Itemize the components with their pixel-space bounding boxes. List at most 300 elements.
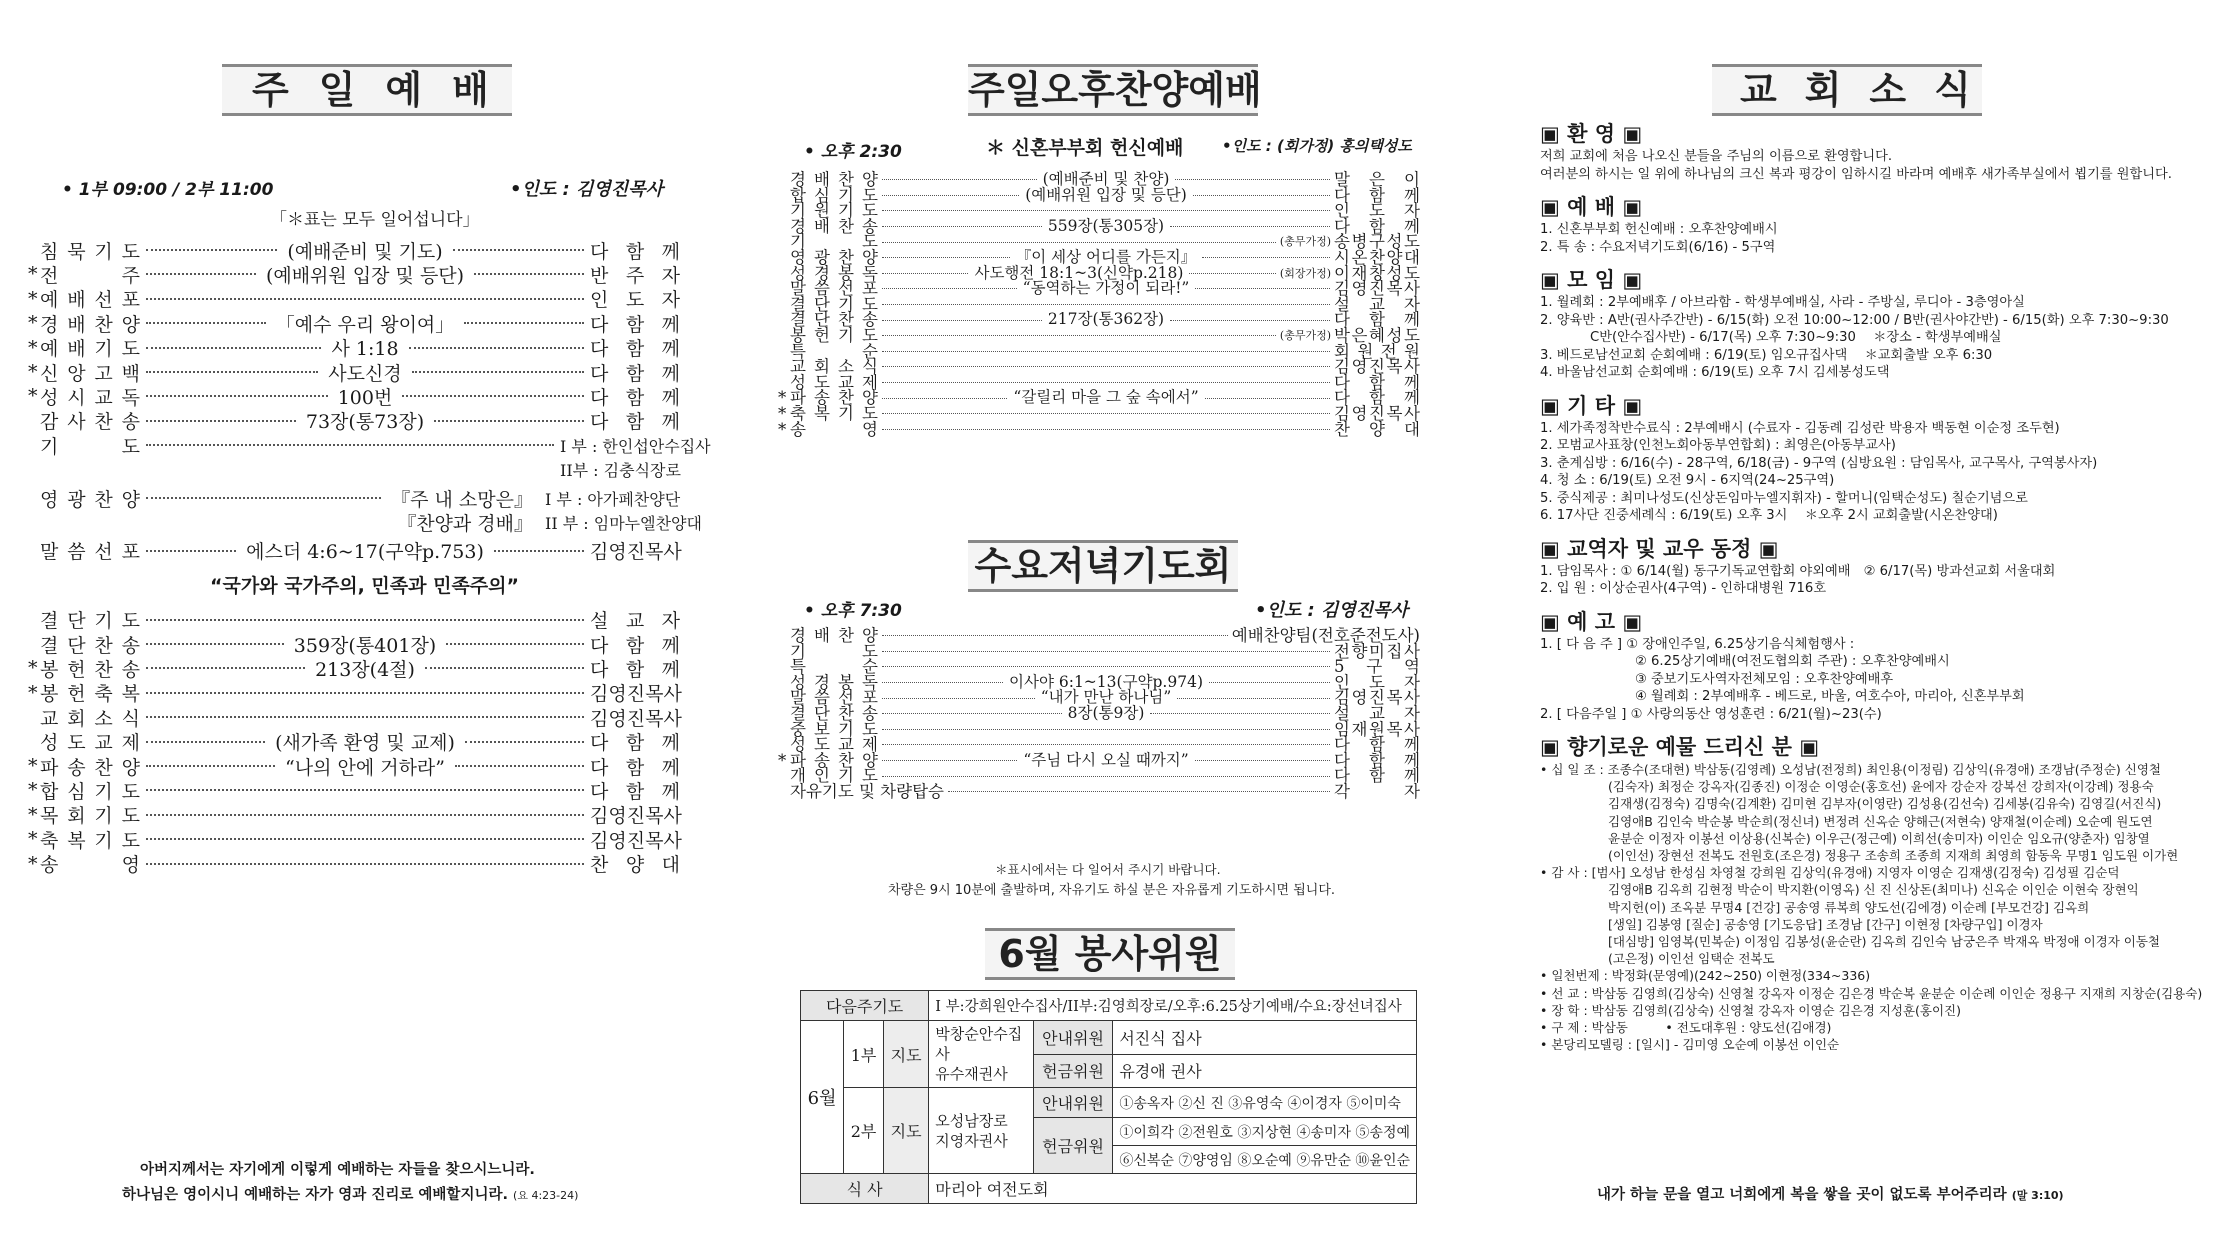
standing-mark: * xyxy=(778,750,787,770)
leader-dots xyxy=(425,667,584,669)
volunteers-table xyxy=(800,990,1417,1204)
order-person: 설 교 자 xyxy=(1334,294,1420,314)
order-content: 이사야 6:1~13(구약p.974) xyxy=(1009,672,1203,691)
leader-dots xyxy=(146,497,381,499)
order-person: 인 도 자 xyxy=(1334,201,1420,221)
order-label: 성 시 교 독 xyxy=(40,386,140,409)
part2-cell: 2부 xyxy=(844,1088,884,1174)
leader-dots xyxy=(146,347,321,349)
etc-line: 2. 모범교사표창(인천노회아동부연합회) : 최영은(아동부교사) xyxy=(1540,438,1896,453)
order-label: 교 회 소 식 xyxy=(790,357,878,377)
order-content: 559장(통305장) xyxy=(1047,216,1165,235)
leader-dots xyxy=(146,550,236,552)
leader-dots xyxy=(882,651,1330,652)
order-person: 다 함 께 xyxy=(1334,735,1420,755)
leader-dots xyxy=(882,226,1042,227)
order-row xyxy=(40,486,680,510)
order-row xyxy=(28,681,682,706)
leader-dots xyxy=(1209,682,1330,683)
leader-dots xyxy=(882,304,1330,305)
standing-mark: * xyxy=(778,419,787,439)
order-person: 다 함 께 xyxy=(590,756,680,779)
leader-dots xyxy=(1202,257,1330,258)
order-label: 축 복 기 도 xyxy=(40,829,140,852)
verse-line-1: 아버지께서는 자기에게 이렇게 예배하는 자들을 찾으시느니라. xyxy=(140,1162,535,1178)
order-label: 특 순 xyxy=(790,657,878,677)
order-row xyxy=(40,433,711,458)
meeting-line: 1. 월례회 : 2부예배후 / 아브라함 - 학생부예배실, 사라 - 주방실, 루디아 - 3층영아실 xyxy=(1540,295,2025,310)
leader-dots xyxy=(146,667,305,669)
order-content: (예배준비 및 찬양) xyxy=(1042,170,1170,188)
order-person: 송 병 구 성 도 xyxy=(1334,232,1420,252)
order-row xyxy=(28,754,680,779)
standing-mark: * xyxy=(28,803,38,826)
order-row xyxy=(790,628,1420,644)
order-label: 경 배 찬 양 xyxy=(40,313,140,336)
leader-dots xyxy=(1195,760,1330,761)
notice-line: 1. [ 다 음 주 ] ① 장애인주일, 6.25상기음식체험행사 : xyxy=(1540,636,1855,652)
leader-dots xyxy=(882,760,1017,761)
leader-dots xyxy=(882,429,1330,430)
order-label: 성 경 봉 독 xyxy=(790,672,878,692)
order-label: 기 도 xyxy=(40,435,140,458)
standing-mark: * xyxy=(778,388,787,408)
next-prayer-value: I 부:강희원안수집사/II부:김영희장로/오후:6.25상기예배/수요:장선녀집사 xyxy=(929,991,1417,1021)
order-row xyxy=(28,656,680,681)
leader-dots xyxy=(882,195,1019,196)
leader-dots xyxy=(146,765,275,767)
standing-notice: 「＊표는 모두 일어섭니다」 xyxy=(270,210,480,230)
order-content: (예배준비 및 기도) xyxy=(287,240,443,263)
order-label: 봉 헌 찬 송 xyxy=(40,658,140,681)
order-row xyxy=(28,336,680,361)
standing-mark: * xyxy=(28,755,38,777)
order-content: (예배위원 입장 및 등단) xyxy=(1025,185,1187,204)
order-person: 김 영 진 목 사 xyxy=(590,683,682,706)
prayer-part2 xyxy=(40,458,680,482)
offering-line: (이인선) 장현선 전복도 전원호(조은경) 정용구 조송희 조종희 지재희 최영희 함동욱 무명1 임도원 이가현 xyxy=(1608,848,2179,863)
standing-mark: * xyxy=(28,779,38,802)
order-person: 김 영 진 목 사 xyxy=(590,707,682,730)
leader-dots xyxy=(882,242,1276,243)
part1-usher-label: 안내위원 xyxy=(1033,1021,1113,1055)
leader-dots xyxy=(882,335,1276,336)
order-row xyxy=(790,216,1420,236)
order-content: 『이 세상 어디를 가든지』 xyxy=(1015,248,1197,266)
leader-dots xyxy=(146,420,296,422)
order-label: 기 도 xyxy=(790,641,878,661)
order-row xyxy=(28,384,680,409)
meetings-heading: ▣ 모 임 ▣ xyxy=(1540,268,1643,292)
offering-line: • 선 교 : 박삼동 김영희(김상숙) 신영철 강옥자 이정순 김은경 박순복 윤분순 이순례 이인순 정용구 지재희 지창순(김용숙) xyxy=(1540,985,2203,1001)
order-label: 송 영 xyxy=(790,419,878,439)
order-person: 예배찬양팀(전호준전도사) xyxy=(1231,626,1420,645)
order-content: 「예수 우리 왕이여」 xyxy=(275,313,455,336)
order-content: 8장(통9장) xyxy=(1067,704,1145,722)
part1-offering-label: 헌금위원 xyxy=(1033,1054,1113,1088)
order-label: 기 도 xyxy=(790,232,878,252)
order-label: 영 광 찬 양 xyxy=(40,488,140,511)
volunteers-title: 6월 봉사위원 xyxy=(985,928,1235,980)
order-label: 결 단 찬 송 xyxy=(40,634,140,657)
standing-mark: * xyxy=(28,681,38,704)
welcome-line: 저희 교회에 처음 나오신 분들을 주님의 이름으로 환영합니다. xyxy=(1540,149,1893,164)
leader-dots xyxy=(146,444,554,446)
leader-dots xyxy=(1189,273,1275,274)
leader-dots xyxy=(1193,195,1330,196)
offering-line: • 본당리모델링 : [일시] - 김미영 오순예 이봉선 이인순 xyxy=(1540,1037,1840,1053)
order-label: 말 씀 선 포 xyxy=(790,688,878,708)
order-person: 다 함 께 xyxy=(590,362,680,385)
afternoon-leader: •인도 : (회가정) 홍의택성도 xyxy=(1222,137,1412,155)
leader-dots xyxy=(882,744,1330,745)
leader-dots xyxy=(1150,713,1330,714)
order-row xyxy=(790,312,1420,328)
leader-dots xyxy=(146,643,284,645)
order-content: 『찬양과 경배』 xyxy=(397,512,533,535)
etc-line: 6. 17사단 진중세례식 : 6/19(토) 오후 3시 ＊오후 2시 교회출발(시온찬양대) xyxy=(1540,508,1998,523)
order-person: 각 자 xyxy=(1334,782,1420,801)
leader-dots xyxy=(146,273,256,275)
notice-heading: ▣ 예 고 ▣ xyxy=(1540,609,1643,634)
standing-mark: * xyxy=(28,287,38,310)
etc-line: 1. 세가족정착반수료식 : 2부예배시 (수료자 - 김동례 김성란 박용자 백동현 이순정 조두현) xyxy=(1540,420,2060,436)
part2-guide: 지도 xyxy=(883,1088,928,1174)
order-person: 설 교 자 xyxy=(590,610,680,633)
leader-dots xyxy=(455,765,584,767)
order-row xyxy=(790,281,1420,297)
part1-guide: 지도 xyxy=(883,1021,928,1088)
order-person: 김 영 진 목 사 xyxy=(590,805,682,828)
order-person: 다 함 께 xyxy=(1334,750,1420,770)
order-label: 봉 헌 축 복 xyxy=(40,683,140,706)
leader-dots xyxy=(146,716,584,718)
order-label: 침 묵 기 도 xyxy=(40,240,140,263)
order-content: 359장(통401장) xyxy=(293,634,437,657)
order-person: 다 함 께 xyxy=(590,780,680,803)
order-label: 결 단 찬 송 xyxy=(790,310,878,330)
leader-dots xyxy=(146,863,584,865)
order-label: 기 원 기 도 xyxy=(790,201,878,221)
offering-line: [생일] 김봉영 [질순] 공송영 [기도응답] 조경남 [간구] 이현정 [차량구입] 이경자 xyxy=(1608,916,2043,932)
part1-usher: 서진식 집사 xyxy=(1113,1021,1417,1055)
order-row xyxy=(40,409,680,433)
order-row xyxy=(790,719,1420,739)
order-content: (예배위원 입장 및 등단) xyxy=(265,264,465,287)
etc-line: 4. 청 소 : 6/19(토) 오전 9시 - 6지역(24~25구역) xyxy=(1540,473,1835,488)
leader-dots xyxy=(146,371,318,373)
standing-mark: * xyxy=(28,828,38,851)
order-label: 특 순 xyxy=(790,341,878,361)
order-person: I 부 : 아가페찬양단 xyxy=(545,489,681,509)
standing-mark: * xyxy=(28,312,38,335)
order-label: 교 회 소 식 xyxy=(40,707,140,730)
order-row xyxy=(778,404,1420,423)
order-row xyxy=(28,827,682,852)
order-person: 말 은 이 xyxy=(1334,170,1420,189)
order-row xyxy=(28,360,680,385)
leader-dots xyxy=(882,398,1007,399)
order-person: 인 도 자 xyxy=(590,289,680,312)
sermon-title: “국가와 국가주의, 민족과 민족주의” xyxy=(210,575,519,598)
order-person: 회 원 전 원 xyxy=(1334,341,1420,361)
standing-mark: * xyxy=(28,263,38,286)
welcome-line: 여러분의 하시는 일 위에 하나님의 크신 복과 평강이 임하시길 바라며 예배후 새가족부실에서 뵙기를 원합니다. xyxy=(1540,166,2172,182)
wednesday-note-2: 차량은 9시 10분에 출발하며, 자유기도 하실 분은 자유롭게 기도하시면 됩니다. xyxy=(888,883,1336,898)
leader-dots xyxy=(882,682,1003,683)
leader-dots xyxy=(464,322,584,324)
leader-dots xyxy=(494,550,584,552)
meeting-line: 2. 양육반 : A반(권사주간반) - 6/15(화) 오전 10:00~12:00 / B반(권사야간반) - 6/15(화) 오후 7:30~9:30 xyxy=(1540,312,2169,328)
offering-line: (고은정) 이인선 임택순 전복도 xyxy=(1608,951,1775,967)
verse-malachi: 내가 하늘 문을 열고 너희에게 복을 쌓을 곳이 없도록 부어주리라 (말 3:10) xyxy=(1597,1187,2064,1203)
meeting-line: 3. 베드로남선교회 순회예배 : 6/19(토) 임오규집사댁 ＊교회출발 오후 6:30 xyxy=(1540,347,1993,363)
order-label: 말 씀 선 포 xyxy=(790,279,878,299)
worship-time: • 1부 09:00 / 2부 11:00 xyxy=(62,180,274,200)
order-row xyxy=(778,419,1420,439)
etc-line: 3. 춘계심방 : 6/16(수) - 28구역, 6/18(금) - 9구역 (심방요원 : 담임목사, 교구목사, 구역봉사자) xyxy=(1540,455,2098,471)
part1-cell: 1부 xyxy=(844,1021,884,1088)
leader-dots xyxy=(882,698,1035,699)
staff-line: 1. 담임목사 : ① 6/14(월) 동구기독교연합회 야외예배 ② 6/17(목) 방과선교회 서울대회 xyxy=(1540,563,2056,579)
standing-mark: * xyxy=(28,657,38,680)
order-person: 다 함 께 xyxy=(1334,388,1420,408)
verse-line-2: 하나님은 영이시니 예배하는 자가 영과 진리로 예배할지니라. (요 4:23-24) xyxy=(122,1187,579,1203)
order-content: “동역하는 가정이 되라!” xyxy=(1022,279,1190,298)
order-content: 213장(4절) xyxy=(315,658,415,681)
order-row xyxy=(40,730,680,754)
order-label: 영 광 찬 양 xyxy=(790,248,878,267)
order-row xyxy=(28,262,680,287)
order-person: 다 함 께 xyxy=(590,338,680,361)
order-person: 다 함 께 xyxy=(1334,216,1420,236)
etc-line: 5. 중식제공 : 최미나성도(신상돈임마누엘지휘자) - 할머니(임택순성도) 칠순기념으로 xyxy=(1540,490,2028,506)
prayer-part2-text: II부 : 김충식장로 xyxy=(560,461,681,481)
order-row xyxy=(790,328,1420,344)
order-content: “나의 안에 거하라” xyxy=(285,756,445,779)
order-person: 임 재 원 목 사 xyxy=(1334,719,1420,739)
column-afternoon-worship xyxy=(778,0,1430,1240)
part2-usher-label: 안내위원 xyxy=(1033,1088,1113,1118)
offering-line: 박지헌(이) 조옥분 무명4 [건강] 공송영 류복희 양도선(김에경) 이순례 [부모건강] 김옥희 xyxy=(1608,899,2090,915)
order-label: 신 앙 고 백 xyxy=(40,362,140,385)
order-content: 217장(통362장) xyxy=(1047,310,1165,329)
order-person: 다 함 께 xyxy=(1334,310,1420,330)
order-person: 다 함 께 xyxy=(590,240,680,263)
order-person: 박 은 혜 성 도 xyxy=(1334,326,1420,345)
leader-dots xyxy=(882,713,1062,714)
leader-dots xyxy=(1175,179,1330,180)
order-person: 이 재 창 성 도 xyxy=(1334,263,1420,283)
order-row xyxy=(28,803,682,828)
order-person: 다 함 께 xyxy=(1334,185,1420,205)
order-row xyxy=(28,778,680,803)
order-person: 다 함 께 xyxy=(1334,372,1420,392)
leader-dots xyxy=(146,692,584,694)
leader-dots xyxy=(882,413,1330,414)
order-label: 감 사 찬 송 xyxy=(40,411,140,434)
leader-dots xyxy=(882,257,1010,258)
order-row xyxy=(28,287,680,312)
order-label: 성 도 교 제 xyxy=(790,372,878,392)
offerings-heading: ▣ 향기로운 예물 드리신 분 ▣ xyxy=(1540,735,1820,759)
order-role: (총무가정) xyxy=(1279,235,1331,249)
order-row xyxy=(40,705,680,729)
order-label: 경 배 찬 양 xyxy=(790,170,878,189)
afternoon-time: • 오후 2:30 xyxy=(804,142,902,162)
section-title: 주일예배 xyxy=(222,64,512,116)
leader-dots xyxy=(882,666,1330,667)
leader-dots xyxy=(146,789,584,791)
order-label: 예 배 선 포 xyxy=(40,289,140,312)
order-person: 다 함 께 xyxy=(590,386,680,409)
standing-mark: * xyxy=(28,336,38,359)
worship-leader: •인도 : 김영진목사 xyxy=(510,179,663,200)
leader-dots xyxy=(1170,226,1330,227)
leader-dots xyxy=(882,320,1042,321)
leader-dots xyxy=(882,366,1330,367)
part1-leaders: 박창순안수집사 유수재권사 xyxy=(929,1021,1034,1088)
order-label: 성 도 교 제 xyxy=(790,735,878,755)
order-content: “내가 만난 하나님” xyxy=(1040,688,1172,707)
worship-line: 1. 신혼부부회 헌신예배 : 오후찬양예배시 xyxy=(1540,222,1778,237)
worship-line: 2. 특 송 : 수요저녁기도회(6/16) - 5구역 xyxy=(1540,239,1776,255)
leader-dots xyxy=(882,729,1330,730)
order-role: (회장가정) xyxy=(1279,266,1332,280)
leader-dots xyxy=(402,395,584,397)
wednesday-leader: •인도 : 김영진목사 xyxy=(1255,600,1408,621)
order-label: 봉 헌 기 도 xyxy=(790,326,878,345)
order-row xyxy=(790,341,1420,361)
order-label: 성 도 교 제 xyxy=(40,732,140,755)
meal-label: 식 사 xyxy=(801,1174,929,1204)
meeting-line: 4. 바울남선교회 순회예배 : 6/19(토) 오후 7시 김세봉성도댁 xyxy=(1540,365,1890,380)
part1-offering: 유경애 권사 xyxy=(1113,1054,1417,1088)
order-row xyxy=(790,185,1420,205)
welcome-heading: ▣ 환 영 ▣ xyxy=(1540,122,1643,146)
offering-line: • 구 제 : 박삼동 • 전도대후원 : 양도선(김애경) xyxy=(1540,1020,1832,1035)
notice-line: ③ 중보기도사역자전체모임 : 오후찬양예배후 xyxy=(1635,671,1894,687)
leader-dots xyxy=(1177,698,1330,699)
order-label: 결 단 찬 송 xyxy=(790,704,878,723)
order-label: 축 복 기 도 xyxy=(790,404,878,423)
offering-line: 김재생(김정숙) 김명숙(김계환) 김미현 김부자(이영란) 김성용(김선숙) 김세봉(김유숙) 김영길(서진식) xyxy=(1608,796,2162,812)
order-content: 사도행전 18:1~3(신약p.218) xyxy=(974,263,1184,282)
standing-mark: * xyxy=(28,852,38,875)
column-sunday-worship xyxy=(28,0,711,1240)
offering-line: (김숙자) 최정순 강옥자(김종진) 이정순 이영순(홍호선) 윤에자 강순자 강복선 강희자(이강례) 정용숙 xyxy=(1608,779,2154,795)
order-person: 설 교 자 xyxy=(1334,704,1420,723)
wednesday-time: • 오후 7:30 xyxy=(804,601,902,621)
leader-dots xyxy=(882,635,1228,636)
order-person: 김 영 진 목 사 xyxy=(1334,688,1420,708)
order-person: 다 함 께 xyxy=(1334,766,1420,786)
offering-line: [대심방] 임영복(민복순) 이정임 김봉성(윤순란) 김옥희 김인숙 남궁은주 박재옥 박정애 이경자 이동철 xyxy=(1608,934,2160,949)
part2-offering-label: 헌금위원 xyxy=(1033,1118,1113,1174)
leader-dots xyxy=(146,298,584,300)
order-label: 중 보 기 도 xyxy=(790,719,878,739)
order-label: 파 송 찬 양 xyxy=(40,756,140,779)
leader-dots xyxy=(146,249,277,251)
order-person: 김 영 진 목 사 xyxy=(1334,279,1420,299)
part2-offering-2: ⑥신복순 ⑦양영임 ⑧오순예 ⑨유만순 ⑩윤인순 xyxy=(1113,1146,1417,1174)
order-content: 73장(통73장) xyxy=(305,411,425,434)
leader-dots xyxy=(453,249,584,251)
order-person: 다 함 께 xyxy=(590,634,680,657)
offering-line: 김영애B 김인숙 박순봉 박순희(정신녀) 변정려 신옥순 양해근(저현숙) 양재철(이순례) 오순예 원도연 xyxy=(1608,813,2153,829)
order-row xyxy=(28,311,680,336)
order-label: 말 씀 선 포 xyxy=(40,541,140,564)
order-person: 다 함 께 xyxy=(590,658,680,681)
order-row xyxy=(790,359,1420,375)
meal-value: 마리아 여전도회 xyxy=(929,1174,1417,1204)
order-row xyxy=(778,750,1420,770)
month-cell: 6월 xyxy=(801,1021,844,1174)
leader-dots xyxy=(146,838,584,840)
order-person: 김 영 진 목 사 xyxy=(1334,357,1420,377)
order-person: 인 도 자 xyxy=(1334,672,1420,692)
order-row xyxy=(28,852,680,877)
order-label: 예 배 기 도 xyxy=(40,338,140,361)
afternoon-subtitle: ＊ 신혼부부회 헌신예배 xyxy=(986,137,1184,159)
order-person: 김영진목사 xyxy=(590,541,682,564)
order-person: 다 함 께 xyxy=(590,313,680,336)
section-title: 주일오후찬양예배 xyxy=(968,64,1258,116)
etc-heading: ▣ 기 타 ▣ xyxy=(1540,393,1643,418)
order-person: 전 향 미 집 사 xyxy=(1334,641,1420,661)
order-content: “갈릴리 마을 그 숲 속에서” xyxy=(1013,388,1199,407)
leader-dots xyxy=(412,371,584,373)
notice-line: ④ 월례회 : 2부예배후 - 베드로, 바울, 여호수아, 마리아, 신혼부부회 xyxy=(1635,689,2025,704)
wednesday-note: ＊표시에서는 다 일어서 주시기 바랍니다. xyxy=(995,862,1221,877)
meeting-line: C반(안수집사반) - 6/17(목) 오후 7:30~9:30 ＊장소 - 학생부예배실 xyxy=(1590,330,2002,345)
order-content: “주님 다시 오실 때까지” xyxy=(1023,750,1189,769)
leader-dots xyxy=(882,273,968,274)
part2-offering-1: ①이희각 ②전원호 ③지상현 ④송미자 ⑤송정예 xyxy=(1113,1118,1417,1146)
order-person: 김 영 진 목 사 xyxy=(1334,404,1420,423)
next-prayer-label: 다음주기도 xyxy=(801,991,929,1021)
order-label: 파 송 찬 양 xyxy=(790,388,878,408)
part2-usher: ①송옥자 ②신 진 ③유영숙 ④이경자 ⑤이미숙 xyxy=(1113,1088,1417,1118)
order-row xyxy=(40,632,680,656)
order-person: 5 구 역 xyxy=(1334,657,1420,677)
offering-line: 김영애B 김옥희 김현정 박순이 박지환(이영옥) 신 진 신상돈(최미나) 신옥순 이인순 이현숙 장현익 xyxy=(1608,882,2139,898)
leader-dots xyxy=(146,395,328,397)
leader-dots xyxy=(446,643,584,645)
order-row xyxy=(40,608,680,632)
order-person: 반 주 자 xyxy=(590,264,680,287)
order-label: 송 영 xyxy=(40,854,140,877)
order-label: 경 배 찬 송 xyxy=(790,216,878,236)
part2-leaders: 오성남장로 지영자권사 xyxy=(929,1088,1034,1174)
leader-dots xyxy=(409,347,584,349)
wednesday-title: 수요저녁기도회 xyxy=(968,540,1238,592)
leader-dots xyxy=(882,179,1037,180)
leader-dots xyxy=(882,776,1330,777)
leader-dots xyxy=(474,273,584,275)
leader-dots xyxy=(1205,398,1330,399)
order-content: 100번 xyxy=(337,386,393,409)
staff-heading: ▣ 교역자 및 교우 동정 ▣ xyxy=(1540,536,1779,561)
order-label: 결 단 기 도 xyxy=(790,294,878,314)
order-label: 개 인 기 도 xyxy=(790,766,878,786)
leader-dots xyxy=(146,741,265,743)
order-label: 합 심 기 도 xyxy=(790,185,878,205)
order-role: (총무가정) xyxy=(1279,329,1331,342)
order-content: 사 1:18 xyxy=(331,338,399,361)
order-row xyxy=(778,388,1420,408)
order-person: 찬 양 대 xyxy=(1334,419,1420,439)
